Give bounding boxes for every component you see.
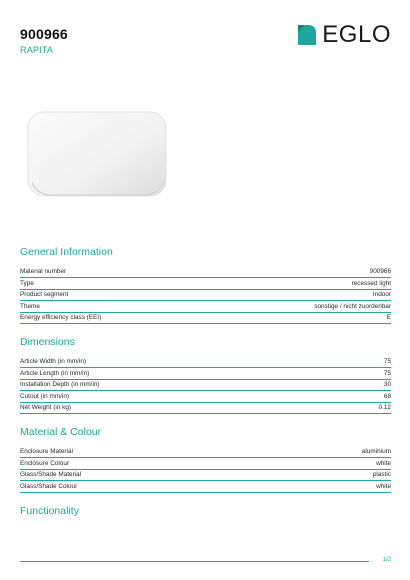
row-value: sonstige / nicht zuordenbar	[314, 302, 391, 310]
section-title: General Information	[20, 246, 113, 258]
row-label: Glass/Shade Colour	[20, 482, 78, 490]
row-value: recessed light	[351, 279, 391, 287]
article-number: 900966	[20, 26, 68, 42]
row-value: white	[376, 459, 391, 467]
row-value: 75	[383, 358, 391, 366]
page-number: 1/2	[382, 557, 391, 563]
document-header	[20, 26, 68, 55]
table-row	[20, 301, 391, 312]
product-name: RAPITA	[20, 45, 54, 55]
functionality-section	[20, 505, 391, 526]
section-title: Functionality	[20, 505, 79, 517]
table-row	[20, 278, 391, 289]
dimensions-section	[20, 336, 391, 414]
row-value: 68	[383, 392, 391, 400]
row-value: 75	[383, 369, 391, 377]
row-label: Cutout (in mm/in)	[20, 392, 70, 400]
row-label: Theme	[20, 302, 40, 310]
product-image	[26, 110, 168, 198]
row-value: 0.12	[378, 403, 391, 411]
row-value: Indoor	[372, 291, 391, 299]
general-information-section	[20, 246, 391, 324]
row-label: Net Weight (in kg)	[20, 403, 72, 411]
row-label: Enclosure Colour	[20, 459, 70, 467]
table-row	[20, 290, 391, 301]
section-title: Material & Colour	[20, 426, 102, 438]
row-label: Article Width (in mm/in)	[20, 358, 87, 366]
row-label: Article Length (in mm/in)	[20, 369, 90, 377]
logo-text: EGLO	[322, 21, 391, 48]
row-label: Glass/Shade Material	[20, 471, 82, 479]
row-label: Enclosure Material	[20, 448, 73, 456]
section-title: Dimensions	[20, 336, 75, 348]
eglo-logo-mark-icon	[298, 25, 316, 45]
row-label: Energy efficiency class (EEI)	[20, 313, 102, 321]
row-value: white	[376, 482, 391, 490]
row-value: 900966	[369, 268, 391, 276]
row-label: Material number	[20, 268, 67, 276]
row-label: Product segment	[20, 291, 69, 299]
row-value: plastic	[372, 471, 391, 479]
table-row	[20, 470, 391, 481]
row-label: Installation Depth (in mm/in)	[20, 381, 100, 389]
row-value: aluminium	[361, 448, 391, 456]
eglo-logo	[298, 21, 391, 48]
table-row	[20, 267, 391, 278]
table-row	[20, 447, 391, 458]
table-row	[20, 403, 391, 414]
table-row	[20, 458, 391, 469]
table-row	[20, 391, 391, 402]
footer-divider	[20, 561, 369, 562]
row-value: 30	[383, 381, 391, 389]
row-label: Type	[20, 279, 34, 287]
table-row	[20, 313, 391, 324]
table-row	[20, 481, 391, 492]
table-row	[20, 380, 391, 391]
table-row	[20, 357, 391, 368]
row-value: E	[386, 313, 391, 321]
material-colour-section	[20, 426, 391, 493]
table-row	[20, 368, 391, 379]
